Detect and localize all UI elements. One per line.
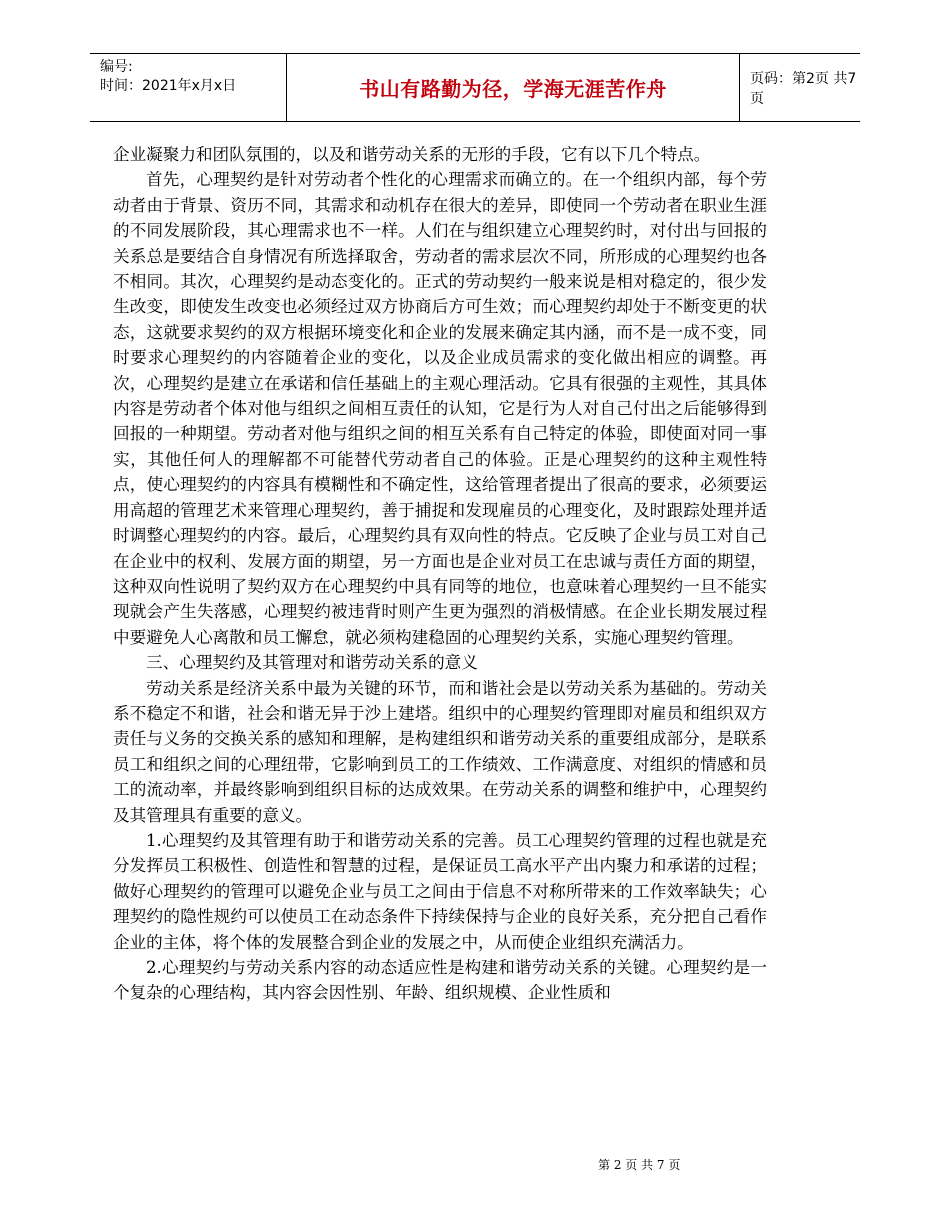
page-footer: 第 2 页 共 7 页 xyxy=(598,1158,681,1172)
document-body xyxy=(113,142,767,1006)
section-heading: 三、心理契约及其管理对和谐劳动关系的意义 xyxy=(146,653,478,673)
header-motto-cell xyxy=(286,54,740,121)
paragraph: 1.心理契约及其管理有助于和谐劳动关系的完善。员工心理契约管理的过程也就是充分发挥员工积极性、创造性和智慧的过程，是保证员工高水平产出内聚力和承诺的过程；做好心理契约的管理可以避免企业与员工之间由于信息不对称所带来的工作效率缺失；心理契约的隐性规约可以使员工在动态条件下持续保持与企业的良好关系，充分把自己看作企业的主体，将个体的发展整合到企业的发展之中，从而使企业组织充满活力。 xyxy=(113,830,767,952)
time-label: 时间：2021年x月x日 xyxy=(100,78,237,94)
paragraph: 劳动关系是经济关系中最为关键的环节，而和谐社会是以劳动关系为基础的。劳动关系不稳定不和谐，社会和谐无异于沙上建塔。组织中的心理契约管理即对雇员和组织双方责任与义务的交换关系的感知和理解，是构建组织和谐劳动关系的重要组成部分，是联系员工和组织之间的心理纽带，它影响到员工的工作绩效、工作满意度、对组织的情感和员工的流动率，并最终影响到组织目标的达成效果。在劳动关系的调整和维护中，心理契约及其管理具有重要的意义。 xyxy=(113,678,767,825)
paragraph: 首先，心理契约是针对劳动者个性化的心理需求而确立的。在一个组织内部，每个劳动者由于背景、资历不同，其需求和动机存在很大的差异，即使同一个劳动者在职业生涯的不同发展阶段，其心理需求也不一样。人们在与组织建立心理契约时，对付出与回报的关系总是要结合自身情况有所选择取舍，劳动者的需求层次不同，所形成的心理契约也各不相同。其次，心理契约是动态变化的。正式的劳动契约一般来说是相对稳定的，很少发生改变，即使发生改变也必须经过双方协商后方可生效；而心理契约却处于不断变更的状态，这就要求契约的双方根据环境变化和企业的发展来确定其内涵，而不是一成不变，同时要求心理契约的内容随着企业的变化，以及企业成员需求的变化做出相应的调整。再次，心理契约是建立在承诺和信任基础上的主观心理活动。它具有很强的主观性，其具体内容是劳动者个体对他与组织之间相互责任的认知，它是行为人对自己付出之后能够得到回报的一种期望。劳动者对他与组织之间的相互关系有自己特定的体验，即使面对同一事实，其他任何人的理解都不可能替代劳动者自己的体验。正是心理契约的这种主观性特点，使心理契约的内容具有模糊性和不确定性，这给管理者提出了很高的要求，必须要运用高超的管理艺术来管理心理契约，善于捕捉和发现雇员的心理变化，及时跟踪处理并适时调整心理契约的内容。最后，心理契约具有双向性的特点。它反映了企业与员工对自己在企业中的权利、发展方面的期望，另一方面也是企业对员工在忠诚与责任方面的期望，这种双向性说明了契约双方在心理契约中具有同等的地位，也意味着心理契约一旦不能实现就会产生失落感，心理契约被违背时则产生更为强烈的消极情感。在企业长期发展过程中要避免人心离散和员工懈怠，就必须构建稳固的心理契约关系，实施心理契约管理。 xyxy=(113,170,767,647)
page-header xyxy=(90,53,860,122)
header-motto: 书山有路勤为径，学海无涯苦作舟 xyxy=(359,77,667,101)
number-label: 编号: xyxy=(100,59,133,75)
header-meta xyxy=(100,58,236,96)
header-page-info: 页码：第2页 共7页 xyxy=(750,70,857,107)
paragraph: 2.心理契约与劳动关系内容的动态适应性是构建和谐劳动关系的关键。心理契约是一个复杂的心理结构，其内容会因性别、年龄、组织规模、企业性质和 xyxy=(113,958,767,1003)
paragraph: 企业凝聚力和团队氛围的，以及和谐劳动关系的无形的手段，它有以下几个特点。 xyxy=(113,145,711,164)
